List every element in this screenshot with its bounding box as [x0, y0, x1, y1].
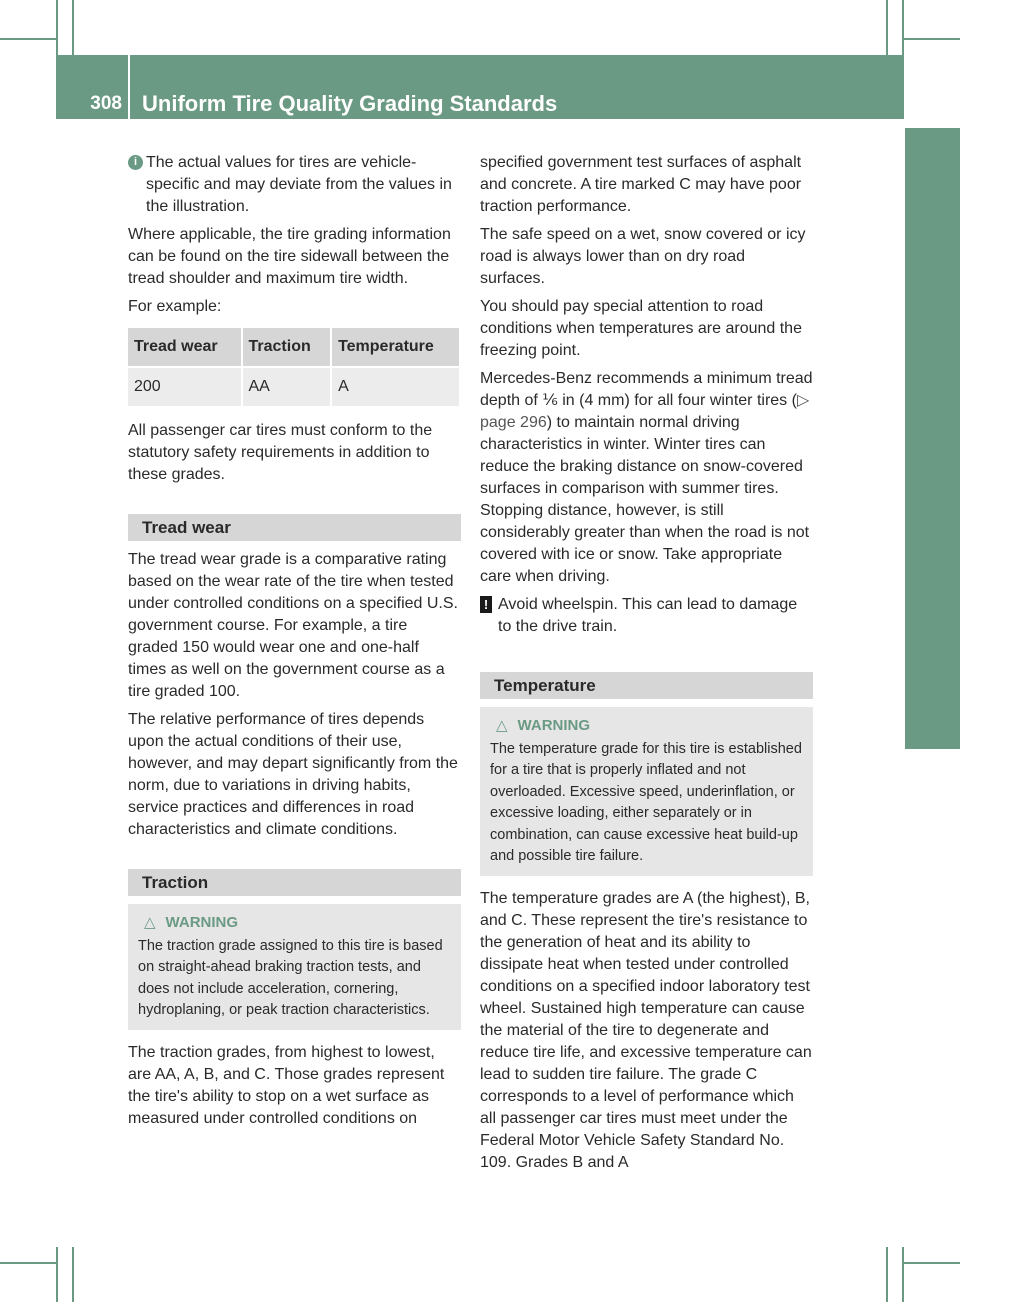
- info-note: [128, 152, 461, 218]
- warning-title-text: WARNING: [165, 914, 239, 931]
- paragraph: Where applicable, the tire grading information can be found on the tire sidewall between the tread shoulder and maximum tire width.: [128, 226, 451, 287]
- table-cell: AA: [242, 367, 332, 406]
- table-row: [128, 367, 460, 406]
- crop-mark: [0, 38, 56, 40]
- warning-triangle-icon: △: [144, 914, 156, 931]
- section-heading-traction: Traction: [128, 869, 461, 896]
- paragraph: For example:: [128, 298, 222, 315]
- warning-title: [144, 912, 451, 934]
- crop-mark: [902, 0, 904, 55]
- page-number: 308: [90, 93, 122, 114]
- table-cell: 200: [128, 367, 242, 406]
- paragraph: The tread wear grade is a comparative rating based on the wear rate of the tire when tested under controlled conditions on a specified U.S. government course. For example, a tire graded 150 would wear one and one-half times as well on the government course as a tire graded 100.: [128, 551, 458, 700]
- warning-triangle-icon: △: [496, 717, 508, 734]
- table-header: Temperature: [331, 328, 460, 367]
- warning-title-text: WARNING: [517, 717, 591, 734]
- crop-mark: [886, 0, 888, 55]
- paragraph-text: ) to maintain normal driving characteristics in winter. Winter tires can reduce the braking distance on snow-covered surfaces in comparison with summer tires. Stopping distance, however, is still considerably greater than when the road is not covered with ice or snow. Take appropriate care when driving.: [480, 414, 810, 585]
- exclamation-icon: !: [480, 596, 492, 613]
- caution-note: [480, 594, 813, 638]
- caution-text: Avoid wheelspin. This can lead to damage to the drive train.: [498, 596, 798, 635]
- paragraph: The traction grades, from highest to lowest, are AA, A, B, and C. Those grades represent the tire's ability to stop on a wet surface as measured under controlled conditions on: [128, 1043, 445, 1127]
- chapter-label: Wheels and tires: [1004, 686, 1030, 869]
- crop-mark: [902, 1247, 904, 1302]
- chapter-side-tab: [905, 128, 1030, 869]
- crop-mark: [904, 1262, 960, 1264]
- page-reference-link[interactable]: ▷ page 296: [480, 392, 810, 431]
- crop-mark: [72, 1247, 74, 1302]
- table-header-row: [128, 328, 460, 367]
- warning-text: The temperature grade for this tire is established for a tire that is properly inflated and not overloaded. Excessive speed, underinflation, or excessive loading, either separately or in combination, can cause excessive heat build-up and possible tire failure.: [490, 740, 802, 864]
- paragraph: specified government test surfaces of asphalt and concrete. A tire marked C may have poor traction performance.: [480, 154, 802, 215]
- paragraph: The temperature grades are A (the highest), B, and C. These represent the tire's resistance to the generation of heat and its ability to dissipate heat when tested under controlled conditions on a specified indoor laboratory test wheel. Sustained high temperature can cause the material of the tire to degenerate and reduce tire life, and excessive temperature can lead to sudden tire failure. The grade C corresponds to a level of performance which all passenger car tires must meet under the Federal Motor Vehicle Safety Standard No. 109. Grades B and A: [480, 889, 812, 1171]
- paragraph-text: Mercedes-Benz recommends a minimum tread depth of ⅙ in (4 mm) for all four winter tires (: [480, 370, 813, 409]
- crop-mark: [56, 1247, 58, 1302]
- section-heading-tread-wear: Tread wear: [128, 514, 461, 541]
- right-column: [480, 152, 813, 1180]
- paragraph: The relative performance of tires depends upon the actual conditions of their use, however, and may depart significantly from the norm, due to variations in driving habits, service practices and differences in road characteristics and climate conditions.: [128, 711, 458, 838]
- crop-mark: [72, 0, 74, 55]
- grading-table: [128, 328, 461, 406]
- table-header: Traction: [242, 328, 332, 367]
- paragraph: [480, 368, 813, 588]
- info-icon: i: [128, 155, 143, 170]
- crop-mark: [0, 1262, 56, 1264]
- left-column: [128, 152, 461, 1136]
- warning-box: [128, 904, 461, 1030]
- table-cell: A: [331, 367, 460, 406]
- warning-text: The traction grade assigned to this tire is based on straight-ahead braking traction tests, and does not include acceleration, cornering, hydroplaning, or peak traction characteristics.: [138, 937, 443, 1018]
- info-note-text: The actual values for tires are vehicle-specific and may deviate from the values in the illustration.: [146, 154, 452, 215]
- section-heading-temperature: Temperature: [480, 672, 813, 699]
- crop-mark: [56, 0, 58, 55]
- page-title: Uniform Tire Quality Grading Standards: [142, 91, 558, 116]
- paragraph: All passenger car tires must conform to the statutory safety requirements in addition to these grades.: [128, 422, 433, 483]
- crop-mark: [886, 1247, 888, 1302]
- warning-box: [480, 707, 813, 876]
- table-header: Tread wear: [128, 328, 242, 367]
- page-header: [56, 55, 904, 119]
- warning-title: [496, 715, 803, 737]
- header-divider: [128, 55, 130, 119]
- crop-mark: [904, 38, 960, 40]
- paragraph: The safe speed on a wet, snow covered or icy road is always lower than on dry road surfaces.: [480, 226, 806, 287]
- paragraph: You should pay special attention to road conditions when temperatures are around the freezing point.: [480, 298, 802, 359]
